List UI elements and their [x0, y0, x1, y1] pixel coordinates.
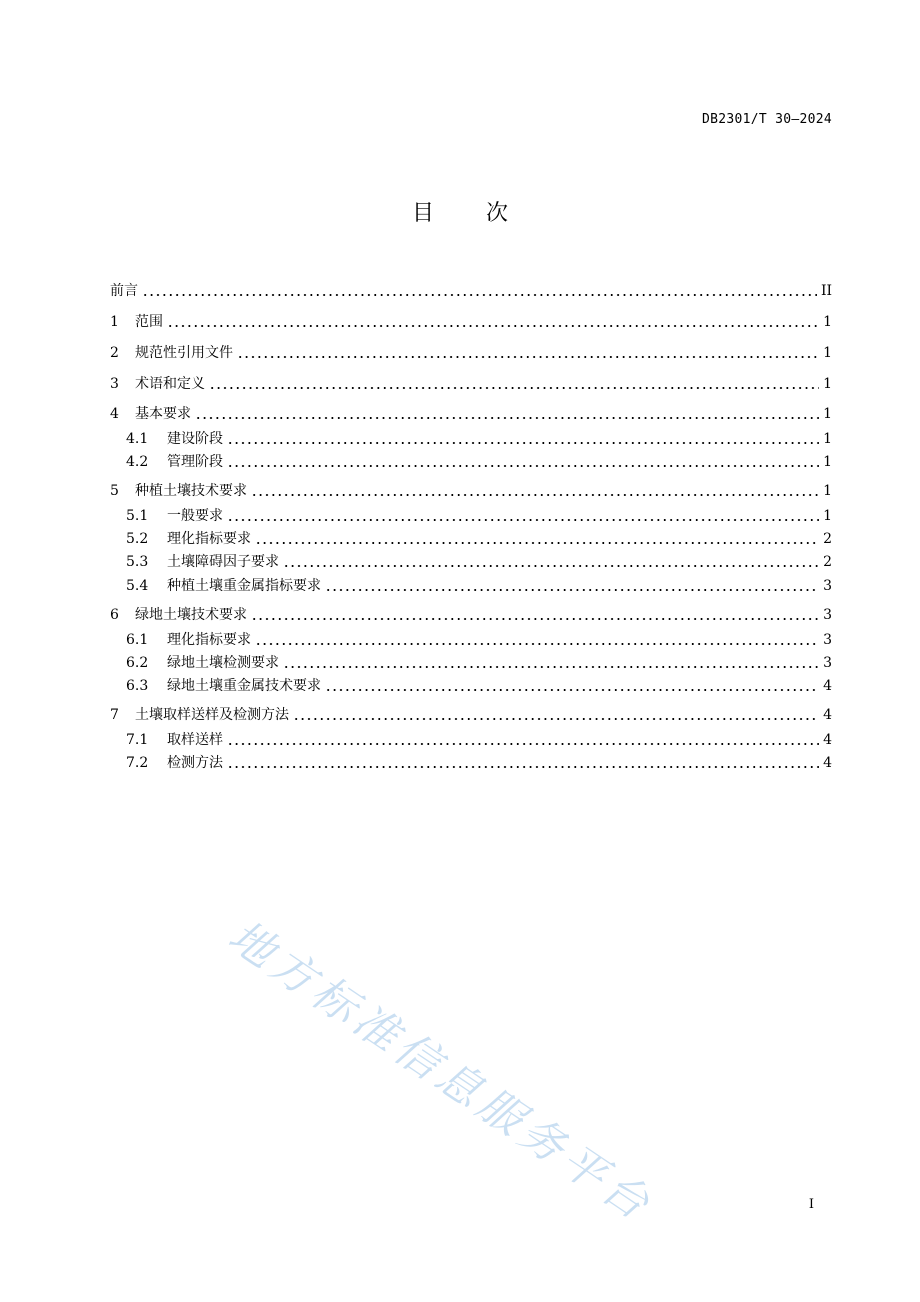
toc-entry-number: 5.1 [126, 508, 149, 524]
toc-dot-leader [142, 294, 817, 296]
toc-entry-label: 管理阶段 [167, 454, 223, 470]
toc-dot-leader [255, 542, 819, 544]
toc-entry[interactable] [126, 654, 832, 672]
toc-entry-page: 4 [823, 732, 832, 748]
toc-entry-number: 6.2 [126, 655, 149, 671]
toc-dot-leader [283, 666, 819, 668]
toc-entry-label: 建设阶段 [167, 431, 223, 447]
toc-entry-number: 5 [110, 483, 119, 499]
toc-entry[interactable] [110, 606, 832, 624]
toc-dot-leader [283, 565, 819, 567]
toc-entry-label: 理化指标要求 [167, 531, 251, 547]
toc-entry-label: 种植土壤技术要求 [135, 483, 247, 499]
toc-entry[interactable] [126, 530, 832, 548]
toc-entry-label: 绿地土壤技术要求 [135, 607, 247, 623]
toc-entry-page: 2 [823, 531, 832, 547]
page-number: I [808, 1197, 814, 1212]
toc-entry-label: 术语和定义 [135, 376, 205, 392]
toc-dot-leader [227, 442, 819, 444]
toc-entry-number: 6.3 [126, 678, 149, 694]
toc-dot-leader [251, 494, 819, 496]
toc-entry-number: 4 [110, 406, 119, 422]
toc-entry[interactable] [126, 631, 832, 649]
toc-entry[interactable] [126, 754, 832, 772]
toc-entry-label: 取样送样 [167, 732, 223, 748]
title-char-left: 目 [411, 201, 434, 226]
watermark: 地方标准信息服务平台 [219, 910, 663, 1233]
toc-dot-leader [227, 465, 819, 467]
toc-entry-page: 1 [823, 376, 832, 392]
toc-entry-number: 1 [110, 314, 119, 330]
toc-dot-leader [209, 387, 819, 389]
toc-entry-page: 3 [823, 655, 832, 671]
toc-entry-number: 2 [110, 345, 119, 361]
toc-entry-page: 4 [823, 755, 832, 771]
toc-entry-page: 1 [823, 483, 832, 499]
toc-entry-number: 7.2 [126, 755, 149, 771]
toc-entry[interactable] [110, 313, 832, 331]
toc-entry-number: 4.2 [126, 454, 149, 470]
toc-dot-leader [255, 643, 819, 645]
document-id: DB2301/T 30—2024 [701, 112, 832, 127]
toc-entry-number: 7.1 [126, 732, 149, 748]
toc-entry[interactable] [110, 375, 832, 393]
toc-entry-label: 土壤取样送样及检测方法 [135, 707, 289, 723]
toc-entry[interactable] [126, 731, 832, 749]
toc-entry-label: 理化指标要求 [167, 632, 251, 648]
toc-dot-leader [325, 689, 819, 691]
toc-entry[interactable] [126, 453, 832, 471]
toc-entry[interactable] [110, 282, 832, 300]
toc-entry-label: 前言 [110, 283, 138, 299]
toc-entry-page: 3 [823, 607, 832, 623]
toc-entry-page: 3 [823, 578, 832, 594]
toc-entry-page: 4 [823, 707, 832, 723]
toc-entry-page: 2 [823, 554, 832, 570]
toc-entry[interactable] [126, 507, 832, 525]
toc-entry-label: 检测方法 [167, 755, 223, 771]
toc-entry-number: 5.4 [126, 578, 149, 594]
toc-entry[interactable] [110, 405, 832, 423]
toc-entry-label: 范围 [135, 314, 163, 330]
toc-entry-number: 3 [110, 376, 119, 392]
toc-entry-label: 一般要求 [167, 508, 223, 524]
toc-entry[interactable] [110, 706, 832, 724]
toc-entry[interactable] [126, 553, 832, 571]
toc-dot-leader [227, 743, 819, 745]
toc-entry-number: 7 [110, 707, 119, 723]
toc-entry-page: 1 [823, 431, 832, 447]
toc-entry-number: 5.2 [126, 531, 149, 547]
toc-entry-page: 1 [823, 454, 832, 470]
toc-entry-page: 3 [823, 632, 832, 648]
toc-entry-label: 种植土壤重金属指标要求 [167, 578, 321, 594]
toc-dot-leader [195, 417, 819, 419]
toc-dot-leader [237, 356, 819, 358]
toc-entry-number: 4.1 [126, 431, 149, 447]
toc-entry[interactable] [110, 344, 832, 362]
toc-entry-page: 1 [823, 345, 832, 361]
toc-entry-page: II [820, 283, 832, 299]
toc-entry-page: 4 [823, 678, 832, 694]
toc-dot-leader [227, 519, 819, 521]
title-char-right: 次 [486, 201, 509, 226]
toc-dot-leader [325, 589, 819, 591]
toc-entry-label: 规范性引用文件 [135, 345, 233, 361]
toc-entry-page: 1 [823, 314, 832, 330]
toc-entry[interactable] [126, 430, 832, 448]
toc-dot-leader [251, 618, 819, 620]
toc-dot-leader [293, 718, 819, 720]
toc-entry-label: 绿地土壤检测要求 [167, 655, 279, 671]
toc-entry[interactable] [126, 577, 832, 595]
toc-entry[interactable] [110, 482, 832, 500]
toc-entry-number: 5.3 [126, 554, 149, 570]
toc-dot-leader [227, 766, 819, 768]
toc-entry-number: 6.1 [126, 632, 149, 648]
toc-entry-label: 基本要求 [135, 406, 191, 422]
toc-entry-page: 1 [823, 406, 832, 422]
toc-entry-label: 绿地土壤重金属技术要求 [167, 678, 321, 694]
toc-entry-number: 6 [110, 607, 119, 623]
toc-dot-leader [167, 325, 819, 327]
toc-entry[interactable] [126, 677, 832, 695]
toc-entry-page: 1 [823, 508, 832, 524]
toc-entry-label: 土壤障碍因子要求 [167, 554, 279, 570]
